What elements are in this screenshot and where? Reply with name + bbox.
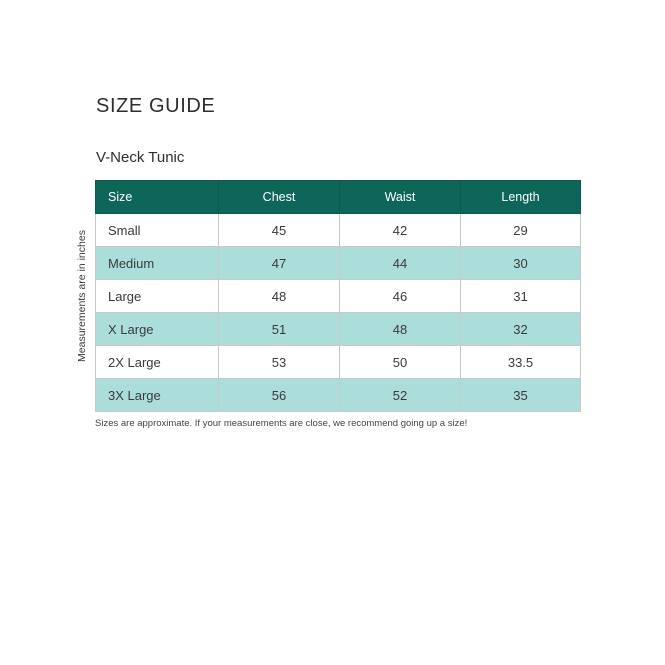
size-cell: 2X Large <box>96 346 219 379</box>
waist-cell: 46 <box>340 280 461 313</box>
length-cell: 29 <box>461 214 581 247</box>
waist-cell: 52 <box>340 379 461 412</box>
chest-cell: 56 <box>219 379 340 412</box>
waist-cell: 50 <box>340 346 461 379</box>
measurement-unit-note: Measurements are in inches <box>76 230 88 362</box>
chest-cell: 51 <box>219 313 340 346</box>
waist-cell: 48 <box>340 313 461 346</box>
waist-cell: 42 <box>340 214 461 247</box>
length-cell: 31 <box>461 280 581 313</box>
table-row <box>96 247 581 280</box>
sizing-disclaimer: Sizes are approximate. If your measurements are close, we recommend going up a size! <box>95 418 468 429</box>
page-title: SIZE GUIDE <box>96 95 216 117</box>
column-header-size: Size <box>96 181 219 214</box>
size-cell: Medium <box>96 247 219 280</box>
chest-cell: 48 <box>219 280 340 313</box>
column-header-waist: Waist <box>340 181 461 214</box>
size-cell: Large <box>96 280 219 313</box>
table-row <box>96 346 581 379</box>
chest-cell: 53 <box>219 346 340 379</box>
chest-cell: 45 <box>219 214 340 247</box>
size-cell: Small <box>96 214 219 247</box>
length-cell: 33.5 <box>461 346 581 379</box>
table-header-row <box>96 181 581 214</box>
table-row <box>96 280 581 313</box>
column-header-length: Length <box>461 181 581 214</box>
table-row <box>96 313 581 346</box>
table-row <box>96 379 581 412</box>
length-cell: 35 <box>461 379 581 412</box>
length-cell: 30 <box>461 247 581 280</box>
size-guide-table <box>95 180 581 412</box>
size-cell: 3X Large <box>96 379 219 412</box>
product-name: V-Neck Tunic <box>96 149 185 166</box>
table-row <box>96 214 581 247</box>
column-header-chest: Chest <box>219 181 340 214</box>
size-cell: X Large <box>96 313 219 346</box>
chest-cell: 47 <box>219 247 340 280</box>
waist-cell: 44 <box>340 247 461 280</box>
length-cell: 32 <box>461 313 581 346</box>
